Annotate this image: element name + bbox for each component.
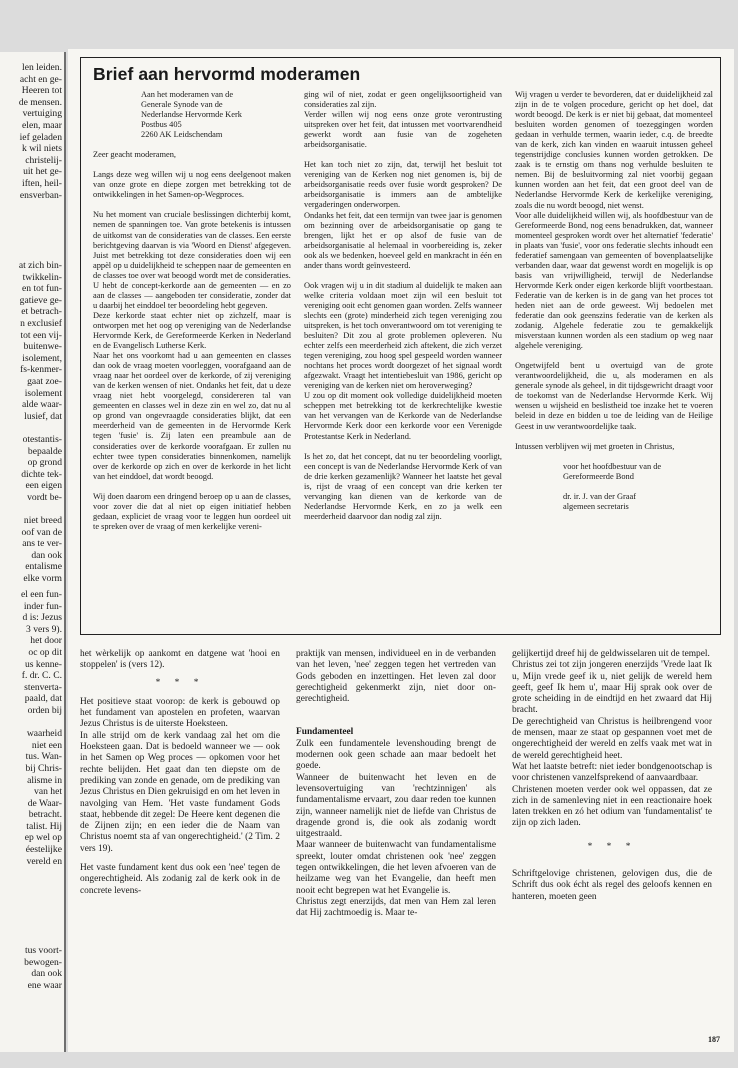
fragment-line: vertuiging — [22, 108, 62, 120]
address-line: Aan het moderamen van de — [141, 90, 234, 99]
paragraph: In alle strijd om de kerk vandaag zal het om die Hoeksteen gaan. Dat is bedoeld wanneer we — ook in het Samen op Weg proces — opkomen voor het rechte belijden. Het gaat dan ten diepste om de prediking van zonde en genade, om de prediking van Jezus Christus en Dien gekruisigd en om het leven in navolging van Hem. 'Het vaste fundament Gods staat, hebbende dit zegel: De Heere kent degenen die de Zijnen zijn; en een ieder die de Naam van Christus noemt sta af van ongerechtigheid.' (2 Tim. 2 vers 19). — [80, 730, 280, 854]
paragraph: Christus zei tot zijn jongeren enerzijds 'Vrede laat Ik u, Mijn vrede geef ik u, niet gelijk de wereld hem geeft, geef Ik hem u', maar Hij sprak ook over de grote scheiding in de eindtijd en het zwaard dat Hij bracht. — [512, 660, 712, 716]
paragraph: Het kan toch niet zo zijn, dat, terwijl het besluit tot vereniging van de Kerken nog niet genomen is, bij de arbeidsorganisatie reeds over fusie wordt gesproken? De arbeidsorganisatie is immers aan de ambtelijke vergaderingen onderworpen. — [304, 160, 502, 210]
letter-column-2 — [304, 90, 502, 522]
paragraph: Langs deze weg willen wij u nog eens deelgenoot maken van onze grote en diepe zorgen met betrekking tot de ontwikkelingen in het Samen-op-Wegproces. — [93, 170, 291, 200]
fragment-line: twikkelin- — [22, 271, 62, 283]
paragraph: Wat het laatste betreft: niet ieder bondgenootschap is voor christenen vanzelfsprekend of aanvaardbaar. — [512, 761, 712, 784]
letter-column-1 — [93, 90, 291, 532]
paragraph: Maar wanneer de buitenwacht van fundamentalisme spreekt, louter omdat christenen ook 'nee' zeggen tegen ontwikkelingen, die het leven afvoeren van de heilzame weg van het Evangelie, dan heeft men nooit echt begrepen wat het Evangelie is. — [296, 840, 496, 896]
address-line: Postbus 405 — [141, 120, 182, 130]
section-heading: Fundamenteel — [296, 727, 354, 738]
letter-column-1-body — [93, 170, 291, 532]
fragment-line: fs-kenmer- — [20, 364, 62, 376]
paragraph: Zulk een fundamentele levenshouding brengt de modernen ook geen schade aan maar bedoelt het goede. — [296, 738, 496, 772]
fragment-line: et betrach- — [21, 306, 62, 318]
paragraph: Christenen moeten verder ook wel oppassen, dat ze zich in de samenleving niet in een reactionaire hoek laten trekken en zó het odium van 'fundamentalist' te zijn op zich laden. — [512, 784, 712, 829]
letter-column-3 — [515, 90, 713, 512]
paragraph: Ondanks het feit, dat een termijn van twee jaar is genomen om bezinning over de arbeidsorganisatie op gang te brengen, lijkt het er op alsof de fusie van de arbeidsorganisatie al helemaal in voorbereiding is, zeker ook als we bedenken, hoeveel geld en mankracht in één en ander thans wordt geïnvesteerd. — [304, 210, 502, 270]
fragment-line: oof van de — [21, 526, 62, 538]
fragment-line: elke vorm — [23, 573, 62, 585]
fragment-line: el een fun- — [20, 589, 62, 600]
fragment-line: een eigen — [25, 480, 62, 492]
fragment-line: dichte tek- — [21, 468, 62, 480]
paragraph: U hebt de concept-kerkorde aan de gemeenten — en zo aan de classes — aangeboden ter consideratie, zonder dat u daarbij het einddoel ter beoordeling hebt gegeven. — [93, 280, 291, 310]
fragment-line: elen, maar — [22, 119, 62, 131]
previous-page-column-middle — [6, 260, 62, 585]
section-divider: * * * — [587, 841, 637, 852]
letter-salutation: Zeer geacht moderamen, — [93, 150, 177, 160]
fragment-line: betracht. — [28, 809, 62, 821]
fragment-line: buitenwe- — [23, 341, 62, 353]
address-line: Nederlandse Hervormde Kerk — [141, 110, 242, 120]
fragment-line: otestantis- — [22, 433, 62, 445]
fragment-line: niet een — [31, 739, 62, 751]
fragment-line: de mensen. — [18, 96, 62, 108]
previous-page-fragment — [0, 52, 66, 1052]
paragraph: gelijkertijd dreef hij de geldwisselaren uit de tempel. — [512, 649, 710, 659]
fragment-line — [6, 717, 62, 729]
address-line: 2260 AK Leidschendam — [141, 130, 223, 140]
previous-page-column-lower — [6, 589, 62, 867]
fragment-line: gatieve ge- — [19, 294, 62, 306]
magazine-page — [68, 49, 734, 1052]
signoff-line: algemeen secretaris — [563, 501, 629, 511]
fragment-line: at zich bin- — [18, 260, 62, 271]
fragment-line: talist. Hij — [26, 820, 62, 832]
fragment-line: isolement — [24, 387, 62, 399]
fragment-line: oc op dit — [28, 646, 62, 658]
fragment-line: lusief, dat — [24, 410, 62, 422]
paragraph: Schriftgelovige christenen, gelovigen dus, die de Schrift dus ook écht als regel des geloofs kennen en hanteren, moeten geen — [512, 869, 712, 902]
fragment-line: bewogen- — [24, 956, 62, 968]
fragment-line: ensverban- — [19, 189, 62, 201]
fragment-line: tus. Wan- — [25, 751, 62, 763]
paragraph: Nu het moment van cruciale beslissingen dichterbij komt, nemen de spanningen toe. Van grote betekenis is intussen de uitkomst van de consideraties van de classes. Een eerste berichtgeving daarvan is via 'Woord en Dienst' afgegeven. Juist met betrekking tot deze consideraties doen wij een appèl op u duidelijkheid te scheppen naar de gemeenten en de classes toe over wat beoogd wordt met de consideraties. — [93, 210, 291, 280]
fragment-line: bepaalde — [27, 445, 62, 457]
fragment-line: tot een vij- — [20, 329, 62, 341]
paragraph: Verder willen wij nog eens onze grote verontrusting uitspreken over het feit, dat intussen met voortvarendheid gewerkt wordt aan fusie van de zogeheten arbeidsorganisatie. — [304, 110, 502, 150]
fragment-line: waarheid — [26, 728, 62, 740]
paragraph: Het positieve staat voorop: de kerk is gebouwd op het fundament van apostelen en profeten, waarvan Jezus Christus is de uiterste Hoeksteen. — [80, 696, 280, 730]
fragment-line: len leiden. — [22, 62, 62, 73]
fragment-line: uit het ge- — [23, 166, 62, 178]
fragment-line: christelij- — [25, 154, 62, 166]
fragment-line: ief geladen — [19, 131, 62, 143]
paragraph: Het vaste fundament kent dus ook een 'nee' tegen de ongerechtigheid. Als zodanig zal de kerk ook in de concrete levens- — [80, 863, 280, 896]
fragment-line: dan ook — [31, 549, 62, 561]
fragment-line: orden bij — [27, 704, 62, 716]
paragraph: Is het zo, dat het concept, dat nu ter beoordeling voorligt, een concept is van de Nederlandse Hervormde Kerk of van de drie kerken gezamenlijk? Wanneer het laatste het geval is, rijst de vraag of een concept van drie kerken ter vervanging kan dienen van de kerkorde van de Nederlandse Hervormde Kerk, en zo ja welk een meerderheid daarvoor dan nodig zal zijn. — [304, 451, 502, 521]
paragraph: het wèrkelijk op aankomt en datgene wat 'hooi en stoppelen' is (vers 12). — [80, 649, 280, 671]
previous-page-column-top — [6, 62, 62, 201]
paragraph: Wij doen daarom een dringend beroep op u aan de classes, voor zover die dat al niet op eigen initiatief hebben gedaan, expliciet de vraag voor te leggen hun oordeel uit te spreken over de vraag of men kerkelijke vereni- — [93, 491, 291, 531]
fragment-line: d is: Jezus — [22, 612, 62, 624]
fragment-line: bij Chris- — [25, 762, 62, 774]
section-divider: * * * — [155, 677, 205, 688]
signoff-line: Gereformeerde Bond — [563, 471, 634, 481]
paragraph: praktijk van mensen, individueel en in de verbanden van het leven, 'nee' zeggen tegen het vertreden van Gods geboden en inzettingen. Het leven zal door gerechtigheid gekenmerkt zijn, niet door on-gerechtigheid. — [296, 649, 496, 705]
page-number: 187 — [708, 1035, 720, 1044]
letter-title: Brief aan hervormd moderamen — [93, 64, 361, 84]
fragment-line: alde waar- — [21, 399, 62, 411]
article-column-2 — [296, 649, 496, 920]
fragment-line: k wil niets — [22, 143, 62, 155]
paragraph: Deze kerkorde staat echter niet op zichzelf, maar is ontworpen met het oog op vereniging van de Nederlandse Hervormde Kerk, de Gereformeerde Kerken in Nederland en de Evangelisch Lutherse Kerk. — [93, 310, 291, 351]
fragment-line: niet breed — [23, 515, 62, 527]
paragraph: Voor alle duidelijkheid willen wij, als hoofdbestuur van de Gereformeerde Bond, nog eens benadrukken, dat, wanneer momenteel gesproken wordt over het alternatief 'federatie' in plaats van 'fusie', voor ons federatie slechts inhoudt een federatief samengaan van gemeenten of bovenplaatselijke verbanden daar, waar dat gewenst wordt en mogelijk is op basis van vrijwilligheid, terwijl de Nederlandse Hervormde Kerk onder eigen kerkorde blijft voortbestaan. Federatie van de kerken is in de gang van het proces tot heden niet aan de orde geweest. Wij bedoelen met federatie dan ook geenszins federatie van de kerken als zodanig. Algehele federatie zou te gemakkelijk misverstaan kunnen worden als een stadium op weg naar algehele vereniging. — [515, 210, 713, 351]
signoff-line: voor het hoofdbestuur van de — [563, 461, 662, 471]
article-column-3 — [512, 649, 712, 903]
signoff-line: dr. ir. J. van der Graaf — [563, 491, 637, 501]
fragment-line: entalisme — [25, 561, 62, 573]
fragment-line: 3 vers 9). — [26, 623, 62, 635]
fragment-line — [6, 503, 62, 515]
paragraph: Christus zegt enerzijds, dat men van Hem zal leren dat Hij zachtmoedig is. Maar te- — [296, 896, 496, 919]
fragment-line: iften, heil- — [22, 177, 62, 189]
paragraph: Ook vragen wij u in dit stadium al duidelijk te maken aan welke criteria voldaan moet zijn wil een besluit tot vereniging ooit echt genomen gaan worden. Zelfs wanneer slechts een (grote) minderheid zich tegen vereniging zou uitspreken, is het toch onverantwoord om tot vereniging te besluiten? Dit zou al grote problemen opleveren. Nu echter zelfs een meerderheid zich aftekent, die zich verzet tegen vereniging, zou hoog spel gespeeld worden wanneer nochtans het proces wordt doorgezet of het signaal wordt afgezwakt. Vraagt het intentiebesluit van 1986, gericht op vereniging van de kerken niet om heroverweging? — [304, 280, 502, 391]
fragment-line: us kenne- — [24, 658, 62, 670]
fragment-line: inder fun- — [23, 600, 62, 612]
fragment-line — [6, 422, 62, 434]
fragment-line: ans te ver- — [22, 538, 62, 550]
fragment-line: van het — [34, 786, 62, 798]
fragment-line: gaat zoe- — [27, 375, 62, 387]
paragraph: U zou op dit moment ook volledige duidelijkheid moeten scheppen met betrekking tot de kerkrechtelijke kwestie van het vervangen van de Kerkorde van de Nederlandse Hervormde Kerk door een kerkorde voor een Verenigde Protestantse Kerk in Nederland. — [304, 391, 502, 441]
paragraph: De gerechtigheid van Christus is heilbrengend voor de mensen, maar ze staat op gespannen voet met de ongerechtigheid der wereld en zelfs vaak met wat in de wereld gerechtigheid heet. — [512, 716, 712, 761]
fragment-line: en tot fun- — [22, 283, 62, 295]
previous-page-column-bottom — [6, 945, 62, 991]
fragment-line: n exclusief — [20, 317, 62, 329]
fragment-line: ep wel op — [24, 832, 62, 844]
letter-address — [141, 90, 291, 140]
paragraph: Ongetwijfeld bent u overtuigd van de grote verantwoordelijkheid, die u, als moderamen en als generale synode als geheel, in dit tijdsgewricht draagt voor de toekomst van de Nederlandse Hervormde Kerk. Wij wensen u wijsheid en beslistheid toe inzake het te voeren beleid in deze en bidden u toe de leiding van de Heilige Geest in uw verantwoordelijke taak. — [515, 361, 713, 431]
fragment-line: de Waar- — [27, 797, 62, 809]
paragraph: Intussen verblijven wij met groeten in Christus, — [515, 441, 675, 451]
fragment-line: f. dr. C. C. — [21, 670, 62, 682]
fragment-line: éestelijke — [25, 844, 62, 856]
letter-signoff — [563, 462, 713, 512]
article-column-1 — [80, 649, 280, 897]
fragment-line: alisme in — [27, 774, 62, 786]
fragment-line: het door — [30, 635, 62, 647]
fragment-line: op grond — [27, 457, 62, 469]
signoff-line — [563, 482, 713, 492]
fragment-line: dan ook — [31, 968, 62, 980]
fragment-line: paald, dat — [24, 693, 62, 705]
paragraph: ging wil of niet, zodat er geen ongelijksoortigheid van consideraties zal zijn. — [304, 90, 502, 110]
fragment-line: tus voort- — [24, 945, 62, 956]
letter-box — [80, 57, 721, 635]
fragment-line: Heeren tot — [21, 85, 62, 97]
paragraph: Wij vragen u verder te bevorderen, dat er duidelijkheid zal zijn in de te volgen procedure, gericht op het doel, dat wordt beoogd. De kerk is er niet bij gebaat, dat momenteel besluiten worden genomen of toezeggingen worden gedaan in verhulde termen, waarin ieder, c.q. de breedte van de kerk, zich kan vinden en waaruit intussen geheel tegenstrijdige conclusies kunnen worden getrokken. De zaak is te ernstig om thans nog verhulde besluiten te nemen. Bij de besluitvorming zal niet voorbij gegaan kunnen worden aan het feit, dat een groot deel van de Nederlandse Hervormde Kerk de kerkelijke vereniging, zoals die nu wordt beoogd, niet wenst. — [515, 90, 713, 210]
fragment-line: isolement, — [22, 352, 62, 364]
address-line: Generale Synode van de — [141, 100, 223, 110]
fragment-line: acht en ge- — [19, 73, 62, 85]
fragment-line: ene waar — [27, 979, 62, 991]
paragraph: Naar het ons voorkomt had u aan gemeenten en classes dan ook de vraag moeten voorleggen, voorafgaand aan de vraag naar het oordeel over de kerkorde, of zij vereniging van de kerken wensen of niet. Ondanks het feit, dat u deze vraag niet hebt voorgelegd, considereren tal van gemeenten en classes wel in deze zin en wel zo, dat nu al op grond van ongevraagde consideraties blijkt, dat een meerderheid van de gemeenten in de Hervormde Kerk tegen 'fusie' is. Zij laten een preambule aan de consideraties over de kerkorde voorafgaan. Er zullen nu echter twee typen consideraties binnenkomen, namelijk over de kerkorde op zich en over de kerkorde in het licht van het einddoel, dat wordt beoogd. — [93, 351, 291, 481]
fragment-line: vereld en — [26, 855, 62, 867]
fragment-line: vordt be- — [27, 491, 62, 503]
fragment-line: stenverta- — [24, 681, 62, 693]
paragraph: Wanneer de buitenwacht het leven en de levensovertuiging van 'rechtzinnigen' als fundamentalisme ervaart, zou daar reden toe kunnen zijn, wanneer namelijk niet de liefde van Christus de dragende grond is, die ook als zodanig wordt uitgestraald. — [296, 772, 496, 840]
